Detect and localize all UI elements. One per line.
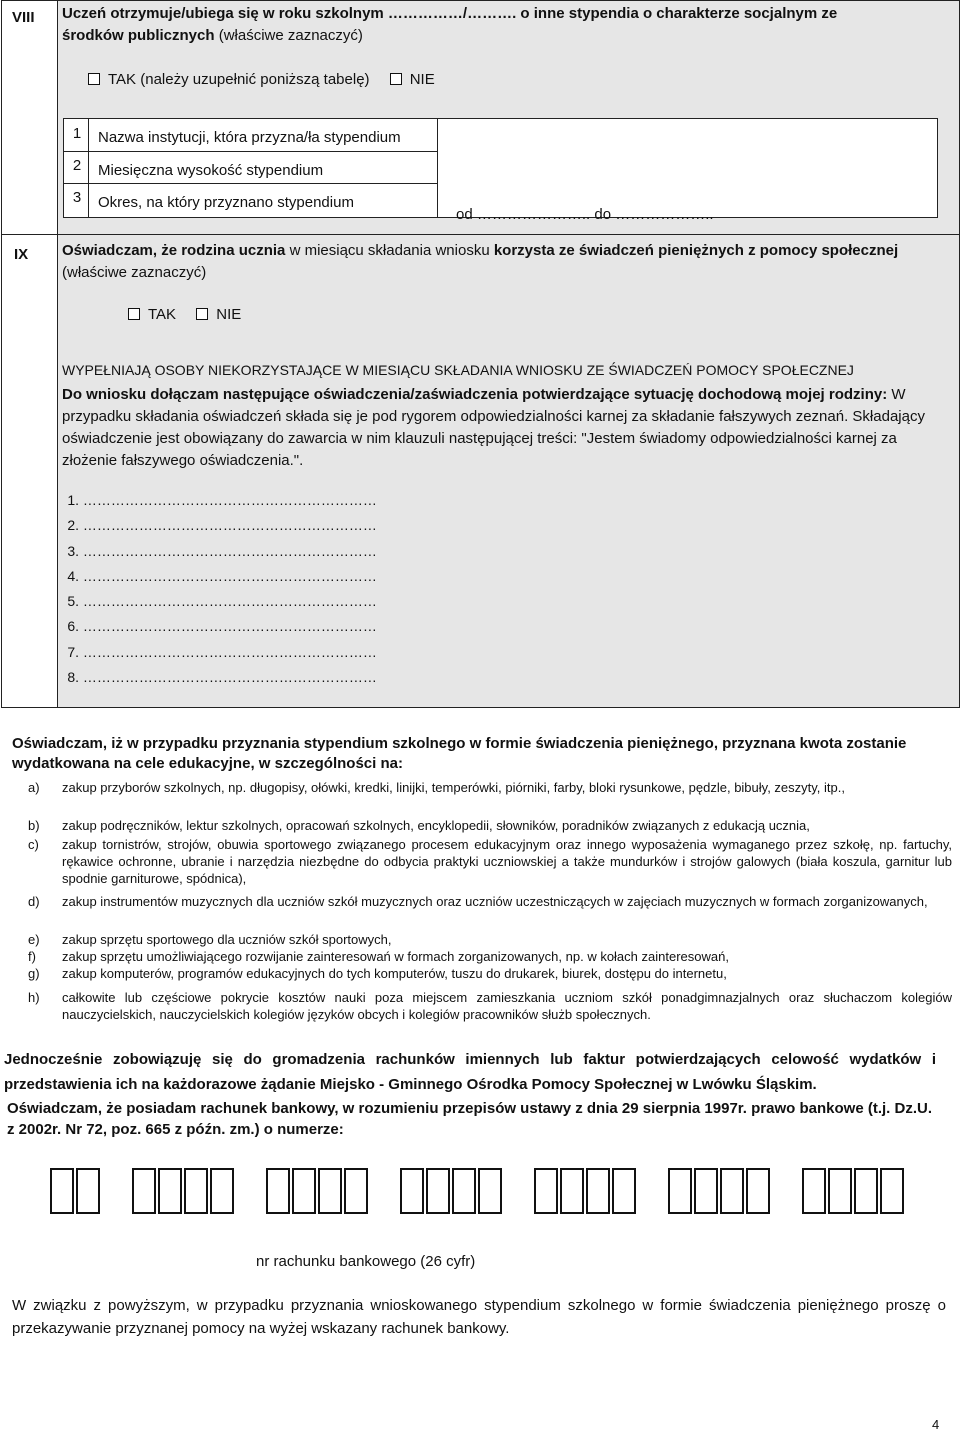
viii-yes-checkbox[interactable] [88,73,100,85]
account-digit-box[interactable] [50,1168,74,1214]
account-number-label: nr rachunku bankowego (26 cyfr) [256,1253,476,1270]
list-item: h) całkowite lub częściowe pokrycie kosztów nauki poza miejscem zamieszkania uczniom szkół ponadgimnazjalnych oraz słuchaczom kolegiów nauczycielskich, nauczycielskich kolegiów języków obcych i kolegiów pracowników służb społecznych. [28,990,952,1022]
closing-text: W związku z powyższym, w przypadku przyznania wnioskowanego stypendium szkolnego w formie świadczenia pieniężnego proszę o przekazywanie przyznanej pomocy na wyżej wskazany rachunek bankowy. [12,1297,946,1337]
section-ix [1,234,960,708]
viii-roman: VIII [12,9,35,26]
ix-yes-checkbox[interactable] [128,308,140,320]
ix-statement: Oświadczam, że rodzina ucznia w miesiącu składania wniosku korzysta ze świadczeń pieniężnych z pomocy społecznej (właściwe zaznaczyć) [62,242,899,281]
row-label: Okres, na który przyznano stypendium [98,194,354,211]
bank-statement: Oświadczam, że posiadam rachunek bankowy, w rozumieniu przepisów ustawy z dnia 29 sierpnia 1997r. prawo bankowe (t.j. Dz.U. z 2002r. Nr 72, poz. 665 z późn. zm.) o numerze: [7,1100,932,1138]
ix-attachments-text: Do wniosku dołączam następujące oświadczenia/zaświadczenia potwierdzające sytuację dochodową mojej rodziny: W przypadku składania oświadczeń składa się je pod rygorem odpowiedzialności karnej za składanie fałszywych zeznań. Składający oświadczenie jest obowiązany do zawarcia w nim klauzuli następującej treści: "Jestem świadomy odpowiedzialności karnej za złożenie fałszywego oświadczenia.". [62,386,925,469]
account-digit-box[interactable] [880,1168,904,1214]
account-digit-box[interactable] [210,1168,234,1214]
account-digit-box[interactable] [828,1168,852,1214]
account-digit-box[interactable] [854,1168,878,1214]
account-digit-box[interactable] [534,1168,558,1214]
list-item[interactable]: 6. ……………………………………………………… [67,618,377,635]
list-item[interactable]: 2. ……………………………………………………… [67,517,377,534]
row-number: 1 [72,125,82,142]
ix-no-label: NIE [216,306,242,323]
account-digit-box[interactable] [586,1168,610,1214]
viii-no-label: NIE [409,71,435,88]
account-digit-box[interactable] [612,1168,636,1214]
ix-options [128,304,241,326]
viii-number-cell [2,1,58,234]
commitment-text: Jednocześnie zobowiązuję się do gromadzenia rachunków imiennych lub faktur potwierdzających celowość wydatków i przedstawienia ich na każdorazowe żądanie Miejsko - Gminnego Ośrodka Pomocy Społecznej w Lwówku Śląskim. [4,1051,936,1093]
viii-table [63,118,938,223]
ix-yes-label: TAK [148,306,177,323]
account-digit-box[interactable] [802,1168,826,1214]
list-item[interactable]: 8. ……………………………………………………… [67,669,377,686]
account-digit-box[interactable] [292,1168,316,1214]
viii-no-checkbox[interactable] [390,73,402,85]
account-digit-box[interactable] [478,1168,502,1214]
viii-header: Uczeń otrzymuje/ubiega się w roku szkolnym ……………/………. o inne stypendia o charakterze socjalnym ze środków publicznych (właściwe zaznaczyć) [62,5,838,44]
list-item: f) zakup sprzętu umożliwiającego rozwijanie zainteresowań w formach zorganizowanych, np. w kołach zainteresowań, [28,949,729,964]
account-digit-box[interactable] [560,1168,584,1214]
ix-fill-caps: WYPEŁNIAJĄ OSOBY NIEKORZYSTAJĄCE W MIESIĄCU SKŁADANIA WNIOSKU ZE ŚWIADCZEŃ POMOCY SPOŁECZNEJ [62,362,854,378]
account-digit-box[interactable] [184,1168,208,1214]
list-item[interactable]: 3. ……………………………………………………… [67,542,377,559]
list-item: e) zakup sprzętu sportowego dla uczniów szkół sportowych, [28,932,392,947]
account-digit-box[interactable] [746,1168,770,1214]
account-digit-box[interactable] [400,1168,424,1214]
list-item: c) zakup tornistrów, strojów, obuwia sportowego związanego procesem edukacyjnym oraz innego wyposażenia wymaganego przez szkołę, np. fartuchy, rękawice ochronne, ubranie i narzędzia niezbędne do odbycia praktyki uczniowskiej a także mundurków i strojów galowych (biała koszula, garnitur lub spodnie garniturowe, spódnica), [28,837,952,886]
account-digit-box[interactable] [76,1168,100,1214]
period-field[interactable]: od ………………….. do ……………….. [456,206,714,223]
account-digit-box[interactable] [668,1168,692,1214]
row-number: 3 [72,189,82,206]
value-field-amount[interactable] [438,152,937,183]
account-digit-box[interactable] [344,1168,368,1214]
list-item[interactable]: 4. ……………………………………………………… [67,567,377,584]
ix-content [58,235,959,707]
viii-yes-label: TAK (należy uzupełnić poniższą tabelę) [108,71,370,88]
list-item[interactable]: 1. ……………………………………………………… [67,492,377,508]
account-digit-box[interactable] [158,1168,182,1214]
list-item[interactable]: 7. ……………………………………………………… [67,643,377,660]
edu-intro: Oświadczam, iż w przypadku przyznania stypendium szkolnego w formie świadczenia pieniężnego, przyznana kwota zostanie wydatkowana na cele edukacyjne, w szczególności na: [12,735,907,772]
row-label: Miesięczna wysokość stypendium [98,162,324,179]
value-field-name[interactable] [438,119,937,151]
ix-no-checkbox[interactable] [196,308,208,320]
account-digit-box[interactable] [132,1168,156,1214]
account-digit-box[interactable] [720,1168,744,1214]
viii-content [58,1,959,234]
account-digit-box[interactable] [266,1168,290,1214]
row-label: Nazwa instytucji, która przyzna/ła stypendium [98,129,401,146]
section-viii [1,0,960,235]
page-number: 4 [932,1417,940,1432]
list-item: d) zakup instrumentów muzycznych dla uczniów szkół muzycznych oraz uczniów uczestniczących w zajęciach muzycznych w formach zorganizowanych, [28,894,928,909]
list-item: b) zakup podręczników, lektur szkolnych, opracowań szkolnych, encyklopedii, słowników, poradników związanych z edukacją ucznia, [28,818,810,833]
account-digit-box[interactable] [426,1168,450,1214]
account-digit-box[interactable] [452,1168,476,1214]
row-number: 2 [72,157,82,174]
account-digit-box[interactable] [694,1168,718,1214]
account-digit-box[interactable] [318,1168,342,1214]
ix-attachment-list [45,492,377,694]
viii-options [88,69,435,91]
list-item: g) zakup komputerów, programów edukacyjnych do tych komputerów, tuszu do drukarek, biurek, dostępu do internetu, [28,966,727,981]
list-item[interactable]: 5. ……………………………………………………… [67,593,377,610]
list-item: a) zakup przyborów szkolnych, np. długopisy, ołówki, kredki, linijki, temperówki, piórniki, farby, bloki rysunkowe, pędzle, bibuły, zeszyty, itp., [28,780,845,795]
ix-roman: IX [14,246,29,263]
